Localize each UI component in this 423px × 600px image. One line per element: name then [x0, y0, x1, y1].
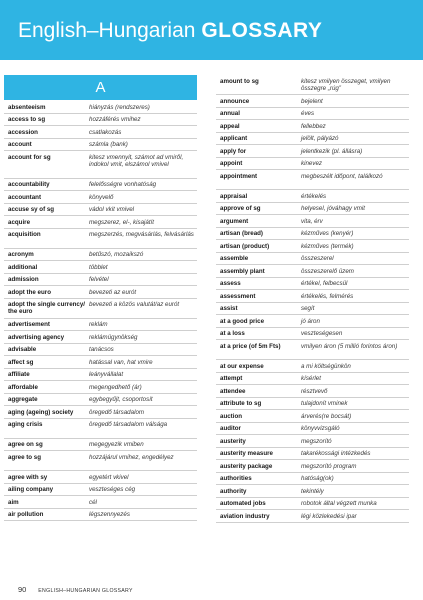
glossary-entry — [216, 498, 409, 511]
entry-term: at a price (of 5m Fts) — [220, 342, 281, 350]
entry-translation: összeszerel — [301, 255, 334, 262]
entry-translation: megegyezik vmiben — [89, 441, 144, 448]
title-bold: GLOSSARY — [201, 19, 323, 42]
entry-term: approve of sg — [220, 205, 261, 212]
right-entries — [216, 75, 409, 523]
entry-translation: öregedő társadalom válsága — [89, 421, 168, 428]
entry-term: attendee — [220, 387, 246, 395]
entry-term: ailing company — [8, 486, 54, 493]
glossary-entry — [216, 303, 409, 316]
glossary-entry — [4, 369, 197, 382]
entry-translation: felelősségre vonhatóság — [89, 181, 157, 188]
entry-translation: megszerzés, megvásárlás, felvásárlás — [89, 231, 194, 238]
glossary-entry — [4, 319, 197, 332]
glossary-entry — [216, 460, 409, 473]
glossary-entry — [4, 151, 197, 179]
glossary-entry — [216, 448, 409, 461]
entry-term: applicant — [220, 135, 248, 142]
entry-translation: légszennyezés — [89, 511, 130, 518]
glossary-entry — [4, 261, 197, 274]
glossary-entry — [216, 265, 409, 278]
entry-term: account for sg — [8, 153, 51, 161]
glossary-entry — [216, 278, 409, 291]
running-title: ENGLISH–HUNGARIAN GLOSSARY — [38, 588, 133, 594]
entry-translation: hatóság(ok) — [301, 475, 334, 482]
entry-translation: bevezeti a közös valutát/az eurót — [89, 301, 180, 308]
entry-term: attribute to sg — [220, 400, 262, 407]
entry-translation: értékel, felbecsül — [301, 280, 348, 287]
entry-term: accountability — [8, 181, 50, 188]
glossary-entry — [216, 75, 409, 95]
glossary-entry — [216, 423, 409, 436]
glossary-entry — [4, 394, 197, 407]
entry-term: absenteeism — [8, 103, 46, 111]
glossary-entry — [4, 274, 197, 287]
entry-term: authorities — [220, 475, 252, 482]
entry-translation: leányvállalat — [89, 371, 124, 378]
entry-translation: bevezeti az eurót — [89, 288, 137, 296]
entry-term: announce — [220, 97, 250, 105]
left-column — [4, 75, 197, 521]
entry-term: agree with sy — [8, 473, 48, 481]
entry-translation: hatással van, hat vmire — [89, 358, 153, 366]
entry-translation: reklámügynökség — [89, 333, 138, 341]
entry-translation: veszteségesen — [301, 330, 343, 337]
glossary-entry — [4, 381, 197, 394]
glossary-entry — [4, 496, 197, 509]
entry-term: at a loss — [220, 330, 245, 337]
entry-term: artisan (bread) — [220, 230, 263, 237]
entry-term: admission — [8, 276, 39, 283]
entry-translation: megbeszélt időpont, találkozó — [301, 172, 383, 180]
entry-translation: éves — [301, 110, 315, 117]
glossary-entry — [216, 95, 409, 108]
entry-term: assist — [220, 305, 238, 312]
glossary-title — [18, 18, 322, 44]
entry-translation: öregedő társadalom — [89, 408, 145, 416]
entry-translation: segít — [301, 305, 315, 312]
entry-translation: reklám — [89, 321, 108, 328]
glossary-entry — [216, 328, 409, 341]
entry-translation: árverés(re bocsát) — [301, 412, 352, 420]
entry-term: appraisal — [220, 192, 248, 200]
entry-term: auditor — [220, 425, 241, 432]
title-main: English–Hungarian — [18, 19, 196, 42]
entry-term: auction — [220, 412, 243, 420]
glossary-entry — [4, 331, 197, 344]
glossary-entry — [216, 473, 409, 486]
glossary-entry — [4, 249, 197, 262]
entry-translation: kinevez — [301, 160, 322, 167]
glossary-entry — [4, 356, 197, 369]
glossary-entry — [4, 344, 197, 357]
entry-translation: takarékossági intézkedés — [301, 450, 371, 457]
glossary-entry — [4, 299, 197, 319]
entry-translation: betűszó, mozaikszó — [89, 251, 144, 258]
entry-term: additional — [8, 263, 38, 271]
glossary-entry — [4, 101, 197, 114]
entry-term: account — [8, 141, 32, 148]
glossary-entry — [216, 290, 409, 303]
glossary-entry — [216, 120, 409, 133]
entry-term: adopt the euro — [8, 288, 51, 296]
entry-term: aging crisis — [8, 421, 43, 428]
entry-translation: megszorító program — [301, 462, 357, 470]
entry-term: accuse sy of sg — [8, 206, 55, 213]
entry-term: assessment — [220, 292, 256, 300]
glossary-entry — [4, 126, 197, 139]
entry-translation: vádol vkit vmivel — [89, 206, 135, 213]
entry-term: affiliate — [8, 371, 30, 378]
glossary-entry — [4, 204, 197, 217]
entry-term: acquire — [8, 218, 31, 226]
entry-term: assembly plant — [220, 267, 265, 275]
glossary-entry — [4, 484, 197, 497]
entry-translation: vita, érv — [301, 217, 323, 225]
entry-translation: kitesz vmilyen összeget, vmilyen összegre „rúg” — [301, 77, 391, 92]
entry-term: advertisement — [8, 321, 50, 328]
section-letter-header: A — [4, 75, 197, 100]
entry-term: austerity measure — [220, 450, 273, 457]
entry-term: air pollution — [8, 511, 44, 518]
glossary-entry — [4, 229, 197, 249]
entry-term: appointment — [220, 172, 258, 180]
entry-translation: megszorító — [301, 437, 332, 445]
entry-term: austerity package — [220, 462, 273, 470]
glossary-entry — [4, 114, 197, 127]
entry-term: agree to sg — [8, 453, 42, 461]
entry-translation: helyesel, jóváhagy vmit — [301, 205, 365, 212]
glossary-entry — [216, 410, 409, 423]
glossary-entry — [216, 510, 409, 523]
title-banner — [0, 0, 423, 60]
glossary-entry — [216, 145, 409, 158]
glossary-entry — [4, 216, 197, 229]
glossary-entry — [216, 385, 409, 398]
entry-term: austerity — [220, 437, 246, 445]
entry-translation: kitesz vmennyit, számot ad vmiről, indokol vmit, elszámol vmivel — [89, 153, 184, 168]
entry-translation: megengedhető (ár) — [89, 383, 142, 391]
entry-term: apply for — [220, 147, 247, 155]
entry-translation: fellebbez — [301, 122, 326, 130]
entry-translation: tekintély — [301, 487, 324, 495]
entry-translation: felvétel — [89, 276, 109, 283]
entry-translation: vmilyen áron (5 millió forintos áron) — [301, 342, 398, 350]
glossary-entry — [216, 170, 409, 190]
entry-translation: számla (bank) — [89, 141, 128, 148]
entry-translation: bejelent — [301, 97, 323, 105]
entry-term: appeal — [220, 122, 240, 130]
glossary-entry — [4, 191, 197, 204]
entry-term: argument — [220, 217, 249, 225]
glossary-entry — [4, 139, 197, 152]
glossary-entry — [216, 158, 409, 171]
glossary-entry — [4, 439, 197, 452]
entry-term: aim — [8, 498, 19, 506]
entry-term: appoint — [220, 160, 243, 167]
glossary-entry — [216, 203, 409, 216]
entry-translation: hiányzás (rendszeres) — [89, 103, 150, 111]
entry-translation: résztvevő — [301, 387, 328, 395]
entry-translation: légi közlekedési ipar — [301, 512, 357, 520]
glossary-entry — [216, 133, 409, 146]
entry-term: artisan (product) — [220, 242, 270, 250]
entry-translation: jelentkezik (pl. állásra) — [301, 147, 363, 155]
entry-term: accession — [8, 128, 38, 136]
entry-term: at our expense — [220, 362, 264, 370]
entry-term: aging (ageing) society — [8, 408, 74, 416]
entry-translation: egybegyűjt, csoportosít — [89, 396, 153, 403]
glossary-entry — [4, 286, 197, 299]
entry-term: aviation industry — [220, 512, 270, 520]
glossary-entry — [216, 240, 409, 253]
glossary-entry — [4, 419, 197, 439]
entry-term: automated jobs — [220, 500, 266, 507]
glossary-entry — [216, 360, 409, 373]
entry-term: assemble — [220, 255, 249, 262]
entry-term: acronym — [8, 251, 34, 258]
glossary-entry — [216, 315, 409, 328]
entry-translation: csatlakozás — [89, 128, 122, 136]
right-column — [216, 75, 409, 523]
entry-translation: értékelés — [301, 192, 327, 200]
entry-translation: összeszerelő üzem — [301, 267, 354, 275]
glossary-entry — [216, 373, 409, 386]
entry-translation: tanácsos — [89, 346, 114, 353]
entry-term: agree on sg — [8, 441, 43, 448]
entry-translation: könyvelő — [89, 193, 114, 201]
glossary-entry — [4, 451, 197, 471]
entry-translation: hozzájárul vmihez, engedélyez — [89, 453, 174, 461]
entry-translation: értékelés, felmérés — [301, 292, 354, 300]
page-footer — [18, 585, 133, 594]
glossary-entry — [216, 340, 409, 360]
entry-term: authority — [220, 487, 247, 495]
entry-term: at a good price — [220, 317, 265, 325]
entry-translation: többlet — [89, 263, 108, 271]
entry-term: aggregate — [8, 396, 38, 403]
entry-translation: kézműves (kenyér) — [301, 230, 354, 237]
entry-translation: kísérlet — [301, 375, 321, 382]
glossary-entry — [216, 485, 409, 498]
entry-term: advisable — [8, 346, 37, 353]
glossary-entry — [216, 398, 409, 411]
entry-translation: jó áron — [301, 317, 320, 325]
entry-translation: tulajdonít vminek — [301, 400, 348, 407]
entry-term: advertising agency — [8, 333, 65, 341]
entry-translation: megszerez, el-, kisajátít — [89, 218, 154, 226]
page-number: 90 — [18, 585, 27, 594]
entry-term: adopt the single currency/ the euro — [8, 301, 86, 316]
entry-translation: a mi költségünkön — [301, 362, 351, 370]
glossary-entry — [216, 435, 409, 448]
left-entries — [4, 101, 197, 521]
entry-term: assess — [220, 280, 241, 287]
entry-term: amount to sg — [220, 77, 259, 85]
entry-translation: cél — [89, 498, 97, 506]
glossary-entry — [4, 471, 197, 484]
glossary-entry — [4, 179, 197, 192]
entry-term: acquisition — [8, 231, 41, 238]
entry-term: accountant — [8, 193, 42, 201]
glossary-entry — [4, 406, 197, 419]
glossary-entry — [216, 108, 409, 121]
glossary-entry — [216, 190, 409, 203]
entry-translation: kézműves (termék) — [301, 242, 354, 250]
glossary-entry — [216, 228, 409, 241]
glossary-entry — [216, 253, 409, 266]
entry-translation: veszteséges cég — [89, 486, 136, 493]
entry-term: affect sg — [8, 358, 34, 366]
glossary-entry — [4, 509, 197, 522]
entry-term: annual — [220, 110, 240, 117]
entry-translation: robotok által végzett munka — [301, 500, 377, 507]
glossary-entry — [216, 215, 409, 228]
entry-term: access to sg — [8, 116, 46, 123]
entry-translation: hozzáférés vmihez — [89, 116, 141, 123]
entry-term: attempt — [220, 375, 243, 382]
entry-translation: jelölt, pályázó — [301, 135, 339, 142]
entry-translation: egyetért vkivel — [89, 473, 129, 481]
entry-term: affordable — [8, 383, 38, 391]
entry-translation: könyvvizsgáló — [301, 425, 340, 432]
